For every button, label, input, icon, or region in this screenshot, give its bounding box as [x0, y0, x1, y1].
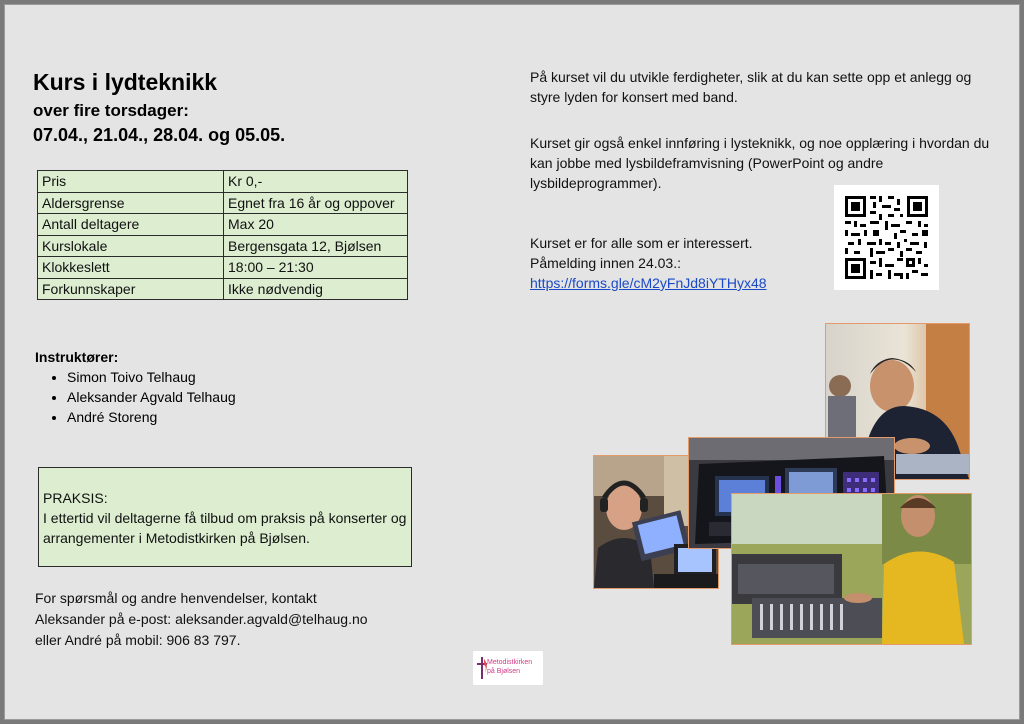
subtitle-dates: 07.04., 21.04., 28.04. og 05.05.	[33, 125, 286, 145]
lighting-description: Kurset gir også enkel innføring i lysteknikk, og noe opplæring i hvordan du kan jobbe med lysbildeframvisning (PowerPoint og andre lysbildeprogrammer).	[530, 135, 990, 191]
course-description: På kurset vil du utvikle ferdigheter, slik at du kan sette opp et anlegg og styre lyden for konsert med band.	[530, 69, 972, 105]
table-key: Pris	[38, 171, 224, 193]
logo-text-line: på Bjølsen	[487, 668, 521, 675]
table-key: Antall deltagere	[38, 214, 224, 236]
praksis-box	[38, 467, 412, 567]
list-item: • André Storeng	[67, 407, 236, 427]
praksis-heading: PRAKSIS:	[43, 490, 108, 506]
table-value: Max 20	[224, 214, 408, 236]
photo-outdoor-mixer	[731, 493, 972, 645]
church-logo	[473, 651, 543, 685]
contact-info	[35, 588, 368, 651]
subtitle-weekday: over fire torsdager:	[33, 101, 189, 120]
table-row	[38, 171, 408, 193]
flyer-page	[4, 4, 1020, 720]
instructors-heading: Instruktører:	[35, 349, 119, 365]
table-value: Bergensgata 12, Bjølsen	[224, 235, 408, 257]
list-item: • Aleksander Agvald Telhaug	[67, 387, 236, 407]
contact-line: For spørsmål og andre henvendelser, kontakt	[35, 590, 317, 606]
table-row	[38, 214, 408, 236]
list-item: • Simon Toivo Telhaug	[67, 367, 236, 387]
deadline-text: Påmelding innen 24.03.:	[530, 255, 681, 271]
contact-line: Aleksander på e-post: aleksander.agvald@telhaug.no	[35, 611, 368, 627]
table-row	[38, 192, 408, 214]
contact-line: eller André på mobil: 906 83 797.	[35, 632, 241, 648]
table-value: Kr 0,-	[224, 171, 408, 193]
table-key: Kurslokale	[38, 235, 224, 257]
praksis-text: I ettertid vil deltagerne få tilbud om praksis på konserter og arrangementer i Metodistkirken på Bjølsen.	[43, 510, 407, 546]
signup-link[interactable]: https://forms.gle/cM2yFnJd8iYTHyx48	[530, 275, 767, 291]
table-key: Aldersgrense	[38, 192, 224, 214]
qr-code-icon	[834, 185, 939, 290]
info-table	[37, 170, 408, 300]
signup-info	[530, 233, 830, 293]
logo-text-line: Metodistkirken	[487, 659, 533, 666]
instructor-list	[35, 367, 236, 427]
table-row	[38, 278, 408, 300]
table-value: Egnet fra 16 år og oppover	[224, 192, 408, 214]
table-key: Forkunnskaper	[38, 278, 224, 300]
table-value: Ikke nødvendig	[224, 278, 408, 300]
page-title: Kurs i lydteknikk	[33, 69, 218, 95]
table-row	[38, 235, 408, 257]
table-key: Klokkeslett	[38, 257, 224, 279]
audience-text: Kurset er for alle som er interessert.	[530, 235, 753, 251]
qr-code[interactable]	[834, 185, 939, 290]
table-value: 18:00 – 21:30	[224, 257, 408, 279]
table-row	[38, 257, 408, 279]
